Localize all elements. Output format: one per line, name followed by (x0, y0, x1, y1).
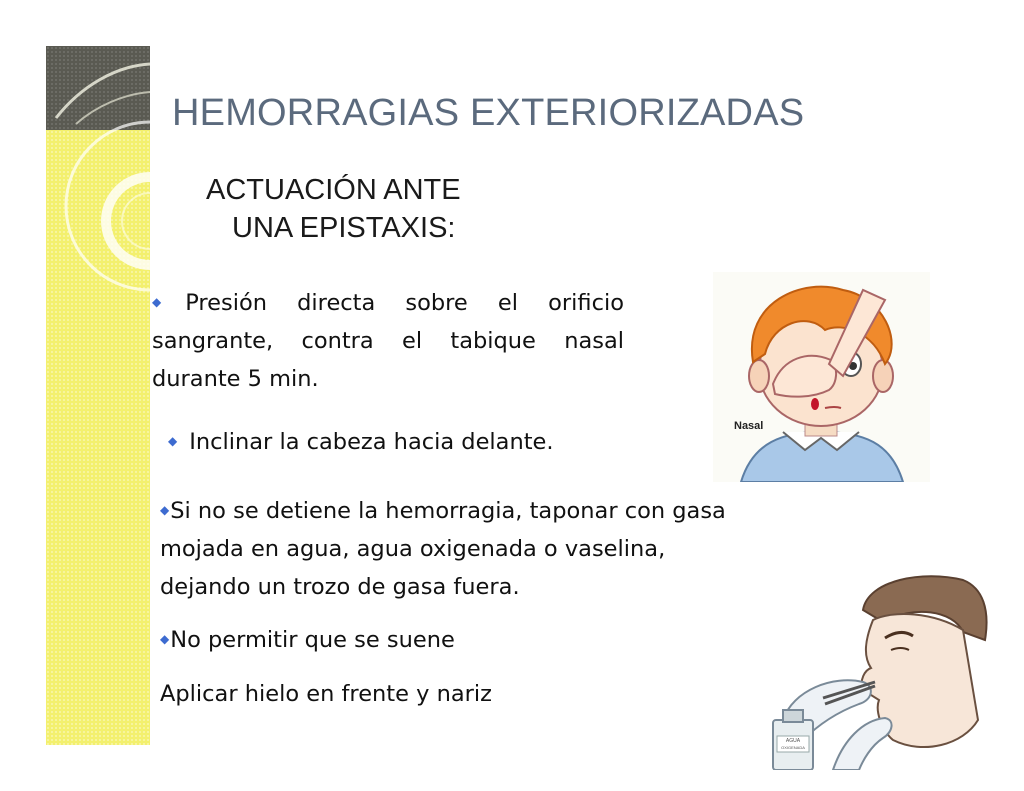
diamond-bullet-icon: ◆ (152, 295, 185, 309)
side-bar-swirl-graphic (46, 46, 150, 346)
decorative-side-bar (46, 46, 150, 745)
list-item-no-blow (160, 620, 680, 659)
list-item-text: Inclinar la cabeza hacia delante. (189, 429, 554, 455)
man-gauze-illustration (763, 570, 990, 770)
bottle-label-line-1: AGUA (785, 738, 801, 744)
list-item-pressure (152, 283, 624, 398)
list-item-text: Presión directa sobre el orificio sangrante, contra el tabique nasal durante 5 min. (152, 290, 624, 392)
subtitle-line-2: UNA EPISTAXIS: (232, 212, 456, 244)
list-item-line (160, 491, 880, 530)
list-item-line: dejando un trozo de gasa fuera. (160, 574, 520, 600)
list-item-text: Si no se detiene la hemorragia, taponar con gasa (170, 498, 726, 524)
list-item-text: No permitir que se suene (170, 627, 455, 653)
subtitle-line-1: ACTUACIÓN ANTE (206, 174, 461, 206)
list-item-line: mojada en agua, agua oxigenada o vaselina, (160, 536, 666, 562)
diamond-bullet-icon: ◆ (160, 503, 170, 517)
child-nosebleed-illustration (713, 272, 930, 482)
slide-subtitle (206, 171, 526, 247)
slide-title: HEMORRAGIAS EXTERIORIZADAS (172, 92, 805, 134)
diamond-bullet-icon: ◆ (168, 434, 178, 448)
bottle-label-line-2: OXIGENADA (781, 745, 805, 750)
list-item-ice: Aplicar hielo en frente y nariz (160, 681, 492, 707)
nasal-label: Nasal (734, 420, 764, 432)
list-item-head-forward (168, 422, 688, 461)
diamond-bullet-icon: ◆ (160, 632, 170, 646)
